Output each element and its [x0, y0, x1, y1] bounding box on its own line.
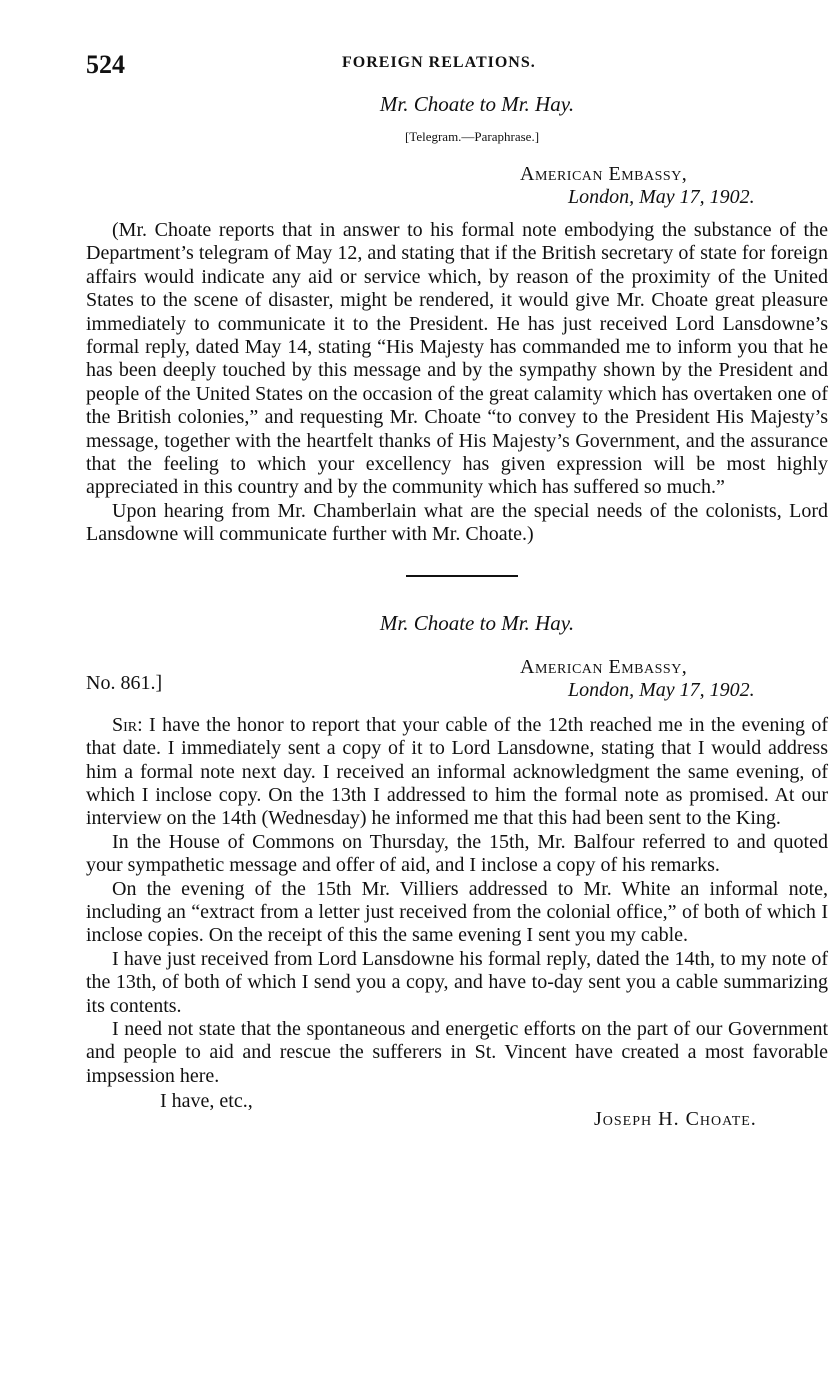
page — [86, 48, 828, 1134]
document-dispatch — [86, 611, 828, 1135]
signer-name: Joseph H. Choate. — [594, 1108, 757, 1131]
paragraph: In the House of Commons on Thursday, the 15th, Mr. Balfour referred to and quoted your sympathetic message and offer of aid, and I inclose a copy of his remarks. — [86, 830, 828, 877]
doc-title: Mr. Choate to Mr. Hay. — [379, 92, 575, 116]
dispatch-number: No. 861.] — [86, 671, 163, 694]
running-title: FOREIGN RELATIONS. — [342, 54, 536, 71]
page-number: 524 — [86, 50, 125, 79]
page-header — [86, 48, 828, 82]
dateline — [520, 186, 828, 209]
paragraph-text: I have the honor to report that your cable of the 12th reached me in the evening of that date. I immediately sent a copy of it to Lord Lansdowne, stating that I would address him a formal note next day. I received an informal acknowledgment the same evening, of which I inclose copy. On the 13th I addressed to him the formal note as promised. At our interview on the 14th (Wednesday) he informed me that this had been sent to the King. — [86, 713, 828, 830]
paragraph: Upon hearing from Mr. Chamberlain what are the special needs of the colonists, Lord Lansdowne will communicate further with Mr. Choate.) — [86, 499, 828, 546]
embassy-name: American Embassy, — [520, 655, 688, 678]
paragraph: (Mr. Choate reports that in answer to his formal note embodying the substance of the Department’s telegram of May 12, and stating that if the British secretary of state for foreign affairs would indicate any aid or service which, by reason of the proximity of the United States to the scene of disaster, might be rendered, it would give Mr. Choate great pleasure immediately to communicate it to the President. He has just received Lord Lansdowne’s formal reply, dated May 14, stating “His Majesty has commanded me to inform you that he has been deeply touched by this message and by the sympathy shown by the President and people of the United States on the occasion of the great calamity which has overtaken one of the British colonies,” and requesting Mr. Choate “to convey to the President His Majesty’s message, together with the heartfelt thanks of His Majesty’s Government, and the assurance that the feeling to which your excellency has given expression will be most highly appreciated in this country and by the community which has suffered so much.” — [86, 219, 828, 499]
embassy-block — [520, 656, 828, 702]
embassy-name: American Embassy, — [520, 163, 688, 185]
dateline-place: London, — [568, 186, 635, 208]
doc-title: Mr. Choate to Mr. Hay. — [379, 610, 575, 635]
doc-body — [86, 714, 828, 1089]
paragraph: I need not state that the spontaneous and energetic efforts on the part of our Government and people to aid and rescue the sufferers in St. Vincent have created a most favorable impsession here. — [86, 1017, 828, 1087]
dateline-date: May 17, 1902. — [639, 186, 755, 208]
salutation: Sir: — [112, 713, 143, 736]
signature-block — [86, 1090, 828, 1134]
dateline-place: London, — [568, 678, 635, 701]
dateline — [520, 679, 828, 702]
paragraph: I have just received from Lord Lansdowne his formal reply, dated the 14th, to my note of the 13th, of both of which I send you a copy, and have to-day sent you a cable summarizing its contents. — [86, 947, 828, 1017]
dateline-date: May 17, 1902. — [639, 678, 755, 701]
embassy-block — [520, 163, 828, 209]
paragraph — [86, 714, 828, 831]
dispatch-heading — [86, 656, 828, 702]
doc-note: [Telegram.—Paraphrase.] — [404, 129, 540, 144]
section-divider — [406, 575, 518, 577]
doc-body — [86, 219, 828, 547]
closing: I have, etc., — [160, 1090, 253, 1113]
document-telegram — [86, 92, 828, 547]
paragraph: On the evening of the 15th Mr. Villiers addressed to Mr. White an informal note, including an “extract from a letter just received from the colonial office,” of both of which I inclose copies. On the receipt of this the same evening I sent you my cable. — [86, 877, 828, 947]
